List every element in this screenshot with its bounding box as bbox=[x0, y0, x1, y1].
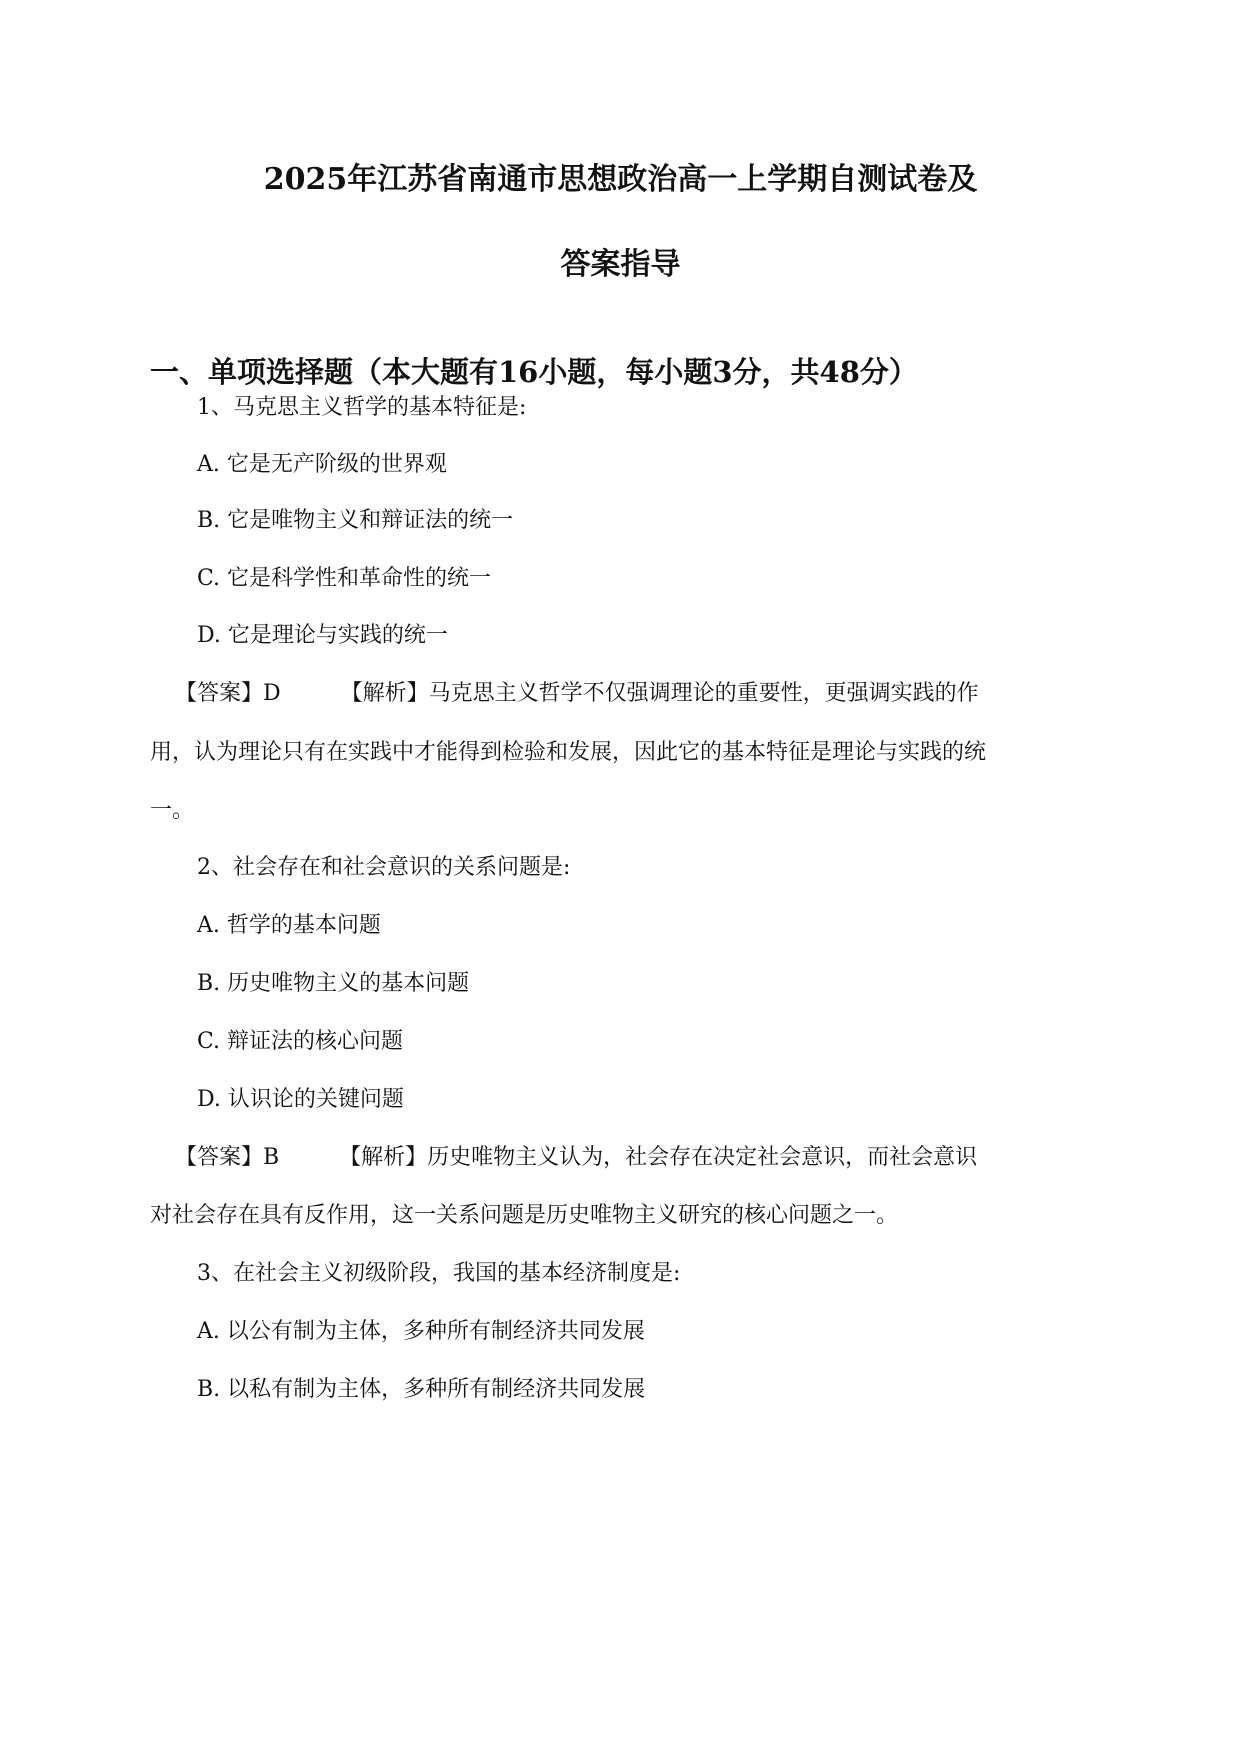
question-2-option-b: B. 历史唯物主义的基本问题 bbox=[197, 971, 470, 996]
question-3-option-a: A. 以公有制为主体，多种所有制经济共同发展 bbox=[197, 1319, 645, 1344]
question-1-analysis-line-2: 用，认为理论只有在实践中才能得到检验和发展，因此它的基本特征是理论与实践的统 bbox=[150, 740, 987, 765]
question-2-analysis-line-1: 【解析】历史唯物主义认为，社会存在决定社会意识，而社会意识 bbox=[339, 1145, 978, 1170]
question-1-answer: 【答案】D bbox=[175, 681, 281, 706]
section-heading: 一、单项选择题（本大题有16小题，每小题3分，共48分） bbox=[150, 355, 918, 389]
question-2-analysis-line-2: 对社会存在具有反作用，这一关系问题是历史唯物主义研究的核心问题之一。 bbox=[150, 1203, 899, 1228]
question-2-answer-line bbox=[175, 1142, 1116, 1174]
question-2-option-c: C. 辩证法的核心问题 bbox=[197, 1029, 404, 1054]
question-1-option-d: D. 它是理论与实践的统一 bbox=[197, 623, 448, 648]
question-1-option-b: B. 它是唯物主义和辩证法的统一 bbox=[197, 508, 514, 533]
question-3-stem: 3、在社会主义初级阶段，我国的基本经济制度是: bbox=[197, 1261, 681, 1286]
question-3-option-b: B. 以私有制为主体，多种所有制经济共同发展 bbox=[197, 1377, 646, 1402]
question-1-option-a: A. 它是无产阶级的世界观 bbox=[197, 452, 447, 477]
question-1-analysis-line-3: 一。 bbox=[150, 798, 195, 823]
question-1-stem: 1、马克思主义哲学的基本特征是: bbox=[197, 395, 527, 420]
document-title-line-1: 2025年江苏省南通市思想政治高一上学期自测试卷及 bbox=[263, 162, 978, 197]
question-2-stem: 2、社会存在和社会意识的关系问题是: bbox=[197, 855, 571, 880]
question-2-answer: 【答案】B bbox=[175, 1145, 280, 1170]
question-1-answer-line bbox=[175, 678, 1116, 710]
question-2-option-d: D. 认识论的关键问题 bbox=[197, 1087, 404, 1112]
document-title-line-2: 答案指导 bbox=[560, 247, 681, 282]
question-2-option-a: A. 哲学的基本问题 bbox=[197, 913, 381, 938]
question-1-option-c: C. 它是科学性和革命性的统一 bbox=[197, 566, 492, 591]
question-1-analysis-line-1: 【解析】马克思主义哲学不仅强调理论的重要性，更强调实践的作 bbox=[340, 681, 979, 706]
